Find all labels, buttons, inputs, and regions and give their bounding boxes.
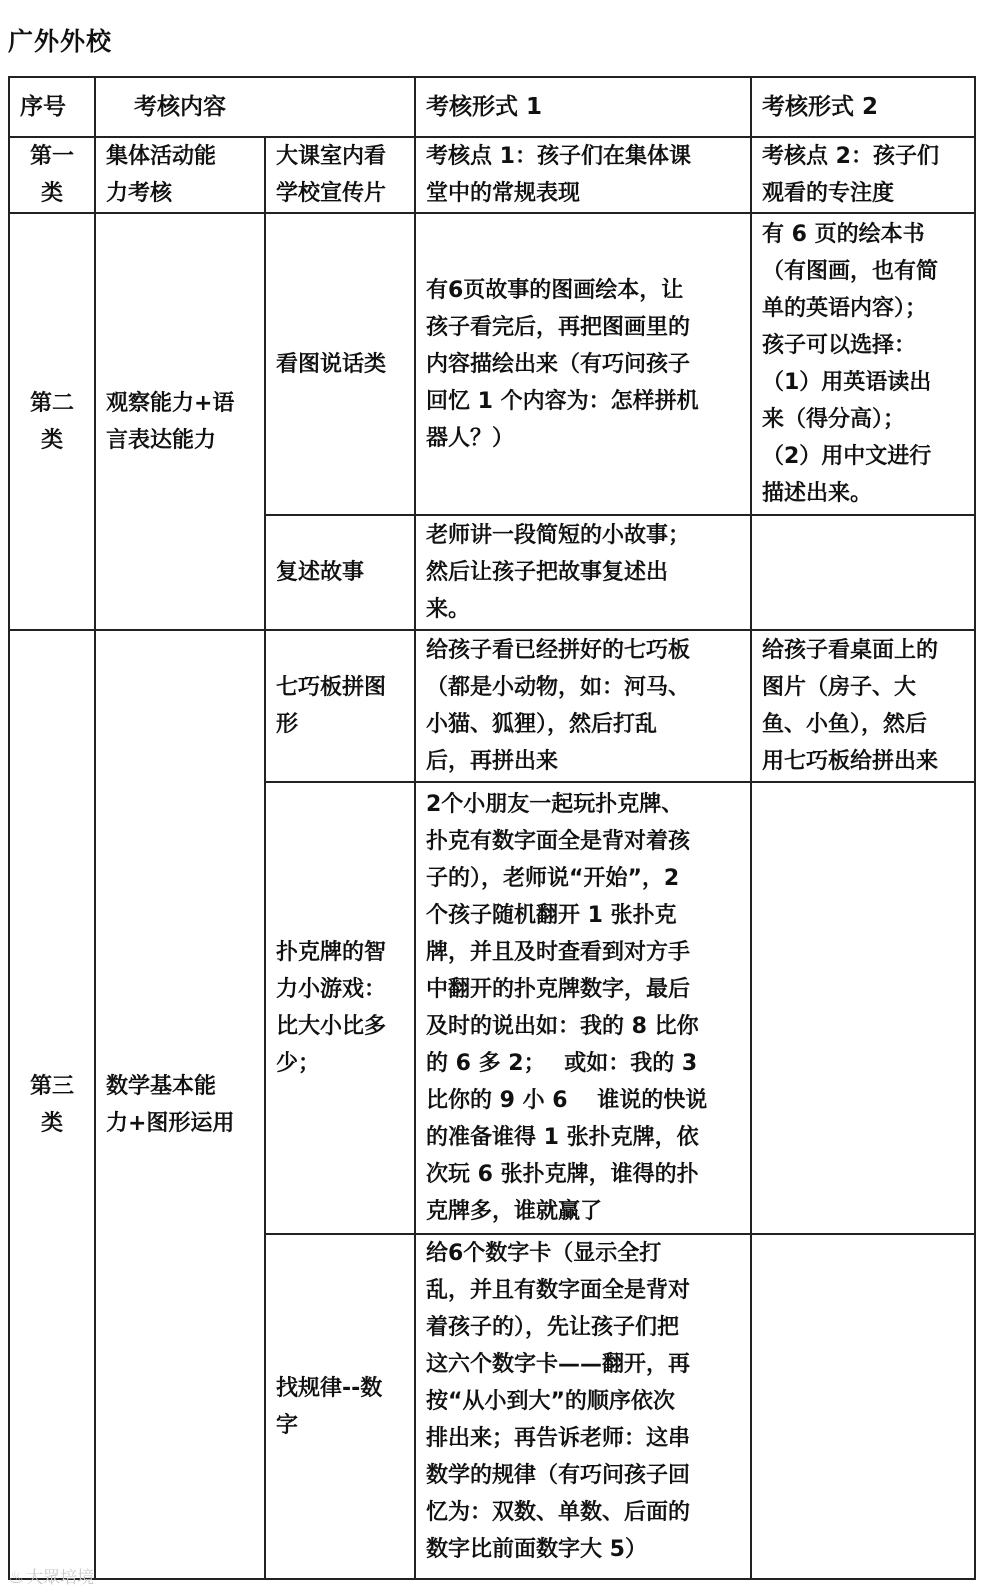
item-name: 大课室内看 学校宣传片 bbox=[265, 137, 415, 213]
section-seq: 第一 类 bbox=[9, 137, 95, 213]
table-row bbox=[9, 630, 975, 782]
header-form2: 考核形式 2 bbox=[751, 77, 975, 137]
item-name: 看图说话类 bbox=[265, 213, 415, 515]
form2-cell: 给孩子看桌面上的 图片（房子、大 鱼、小鱼），然后 用七巧板给拼出来 bbox=[751, 630, 975, 782]
form2-cell: 考核点 2：孩子们 观看的专注度 bbox=[751, 137, 975, 213]
form2-cell bbox=[751, 782, 975, 1234]
page-title: 广外外校 bbox=[8, 27, 113, 56]
form2-cell bbox=[751, 1234, 975, 1579]
item-name: 复述故事 bbox=[265, 515, 415, 630]
form1-cell: 给孩子看已经拼好的七巧板 （都是小动物，如：河马、 小猫、狐狸），然后打乱 后，再拼出来 bbox=[415, 630, 751, 782]
item-name: 扑克牌的智 力小游戏： 比大小比多 少； bbox=[265, 782, 415, 1234]
section-category: 数学基本能 力+图形运用 bbox=[95, 630, 265, 1579]
header-form1: 考核形式 1 bbox=[415, 77, 751, 137]
table-header-row bbox=[9, 77, 975, 137]
watermark bbox=[8, 1563, 94, 1588]
section-seq: 第三 类 bbox=[9, 630, 95, 1579]
section-seq: 第二 类 bbox=[9, 213, 95, 630]
form2-cell bbox=[751, 515, 975, 630]
watermark-text: 大眾培境 bbox=[26, 1568, 95, 1588]
table-row bbox=[9, 213, 975, 515]
form1-cell: 2个小朋友一起玩扑克牌、 扑克有数字面全是背对着孩 子的），老师说“开始”，2 个孩子随机翻开 1 张扑克 牌，并且及时查看到对方手 中翻开的扑克牌数字，最后 及时的说出如：我的 8 比你 的 6 多 2； 或如：我的 3 比你的 9 小 6 谁说的快说 的准备谁得 1 张扑克牌，依 次玩 6 张扑克牌，谁得的扑 克牌多，谁就赢了 bbox=[415, 782, 751, 1234]
header-seq: 序号 bbox=[9, 77, 95, 137]
header-content: 考核内容 bbox=[95, 77, 415, 137]
assessment-table bbox=[8, 76, 976, 1580]
section-category: 观察能力+语 言表达能力 bbox=[95, 213, 265, 630]
item-name: 找规律--数 字 bbox=[265, 1234, 415, 1579]
table-row bbox=[9, 137, 975, 213]
section-category: 集体活动能 力考核 bbox=[95, 137, 265, 213]
item-name: 七巧板拼图 形 bbox=[265, 630, 415, 782]
form1-cell: 有6页故事的图画绘本，让 孩子看完后，再把图画里的 内容描绘出来（有巧问孩子 回忆 1 个内容为：怎样拼机 器人？） bbox=[415, 213, 751, 515]
form1-cell: 给6个数字卡（显示全打 乱，并且有数字面全是背对 着孩子的），先让孩子们把 这六个数字卡——翻开，再 按“从小到大”的顺序依次 排出来；再告诉老师：这串 数学的规律（有巧问孩子回 忆为：双数、单数、后面的 数字比前面数字大 5） bbox=[415, 1234, 751, 1579]
form1-cell: 考核点 1：孩子们在集体课 堂中的常规表现 bbox=[415, 137, 751, 213]
form1-cell: 老师讲一段简短的小故事； 然后让孩子把故事复述出 来。 bbox=[415, 515, 751, 630]
form2-cell: 有 6 页的绘本书 （有图画，也有简 单的英语内容）； 孩子可以选择： （1）用英语读出 来（得分高）； （2）用中文进行 描述出来。 bbox=[751, 213, 975, 515]
watermark-logo-icon: ♨ bbox=[8, 1567, 25, 1588]
